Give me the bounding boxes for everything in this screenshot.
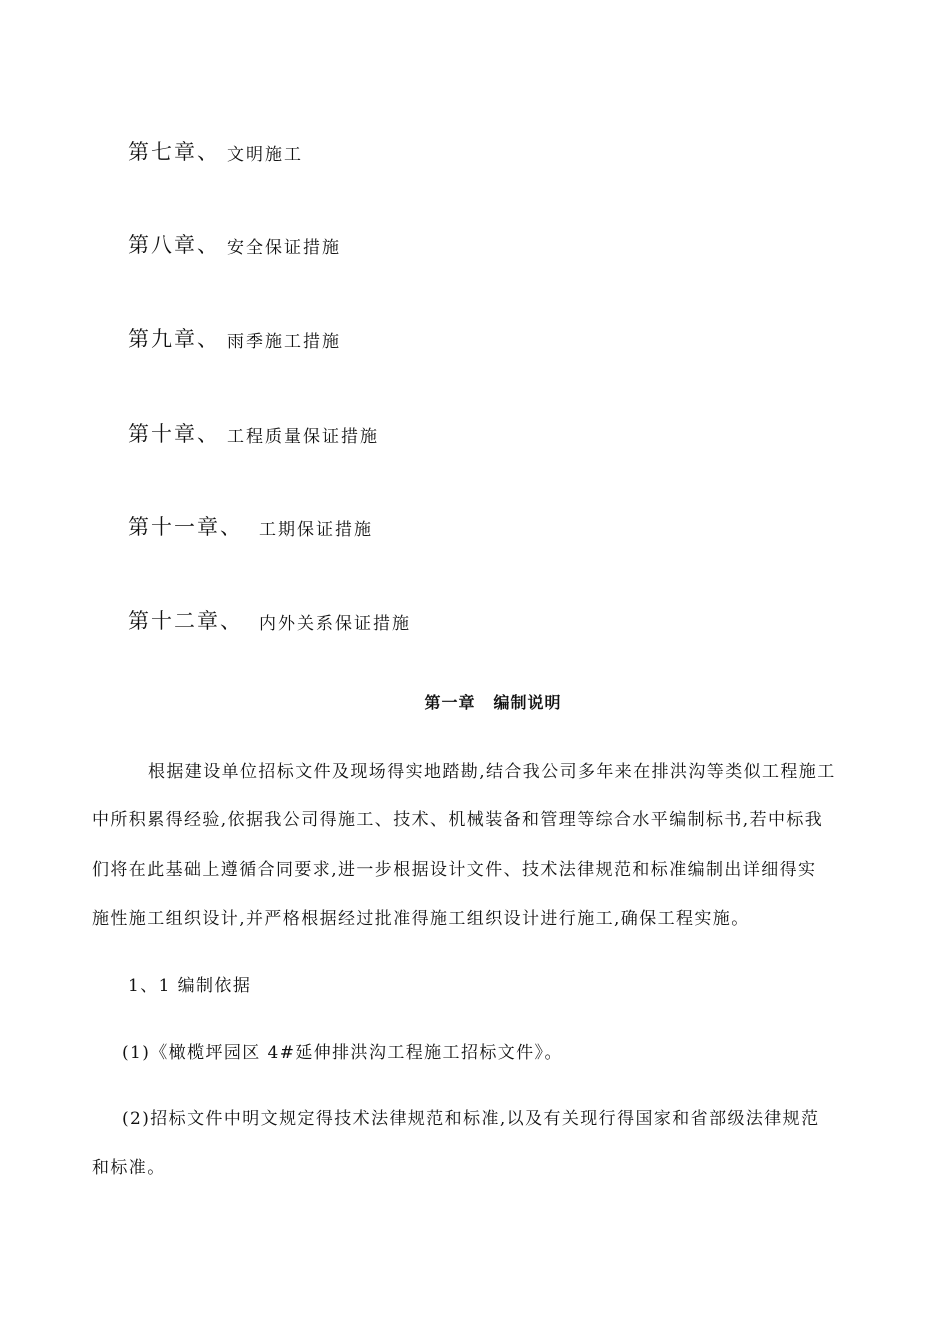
toc-chapter-label: 第十二章、	[128, 609, 243, 633]
subsection-heading: 1、1 编制依据	[128, 976, 252, 996]
chapter-title: 编制说明	[493, 693, 562, 712]
intro-line: 们将在此基础上遵循合同要求,进一步根据设计文件、技术法律规范和标准编制出详细得实	[92, 860, 817, 880]
toc-chapter-label: 第八章、	[128, 233, 220, 257]
toc-chapter-label: 第十一章、	[128, 515, 243, 539]
toc-item-7	[128, 136, 220, 166]
intro-line: 中所积累得经验,依据我公司得施工、技术、机械装备和管理等综合水平编制标书,若中标我	[92, 810, 824, 830]
intro-line: 施性施工组织设计,并严格根据经过批准得施工组织设计进行施工,确保工程实施。	[92, 909, 750, 929]
toc-title: 内外关系保证措施	[259, 614, 411, 634]
chapter-number: 第一章	[424, 693, 476, 712]
toc-chapter-label: 第七章、	[128, 140, 220, 164]
toc-chapter-label: 第十章、	[128, 422, 220, 446]
toc-item-8	[128, 229, 220, 259]
toc-title: 雨季施工措施	[227, 332, 341, 352]
toc-item-11	[128, 511, 243, 541]
toc-item-10	[128, 418, 220, 448]
basis-item-1: (1)《橄榄坪园区 4#延伸排洪沟工程施工招标文件》。	[122, 1043, 563, 1063]
basis-item-2-line: 和标准。	[92, 1158, 166, 1178]
toc-chapter-label: 第九章、	[128, 327, 220, 351]
toc-title: 工期保证措施	[259, 520, 373, 540]
toc-title: 工程质量保证措施	[227, 427, 379, 447]
chapter-heading	[0, 690, 950, 713]
intro-line: 根据建设单位招标文件及现场得实地踏勘,结合我公司多年来在排洪沟等类似工程施工	[148, 762, 836, 782]
basis-item-2-line: (2)招标文件中明文规定得技术法律规范和标准,以及有关现行得国家和省部级法律规范	[122, 1109, 820, 1129]
toc-title: 安全保证措施	[227, 238, 341, 258]
toc-item-9	[128, 323, 220, 353]
toc-title: 文明施工	[227, 145, 303, 165]
toc-item-12	[128, 605, 243, 635]
